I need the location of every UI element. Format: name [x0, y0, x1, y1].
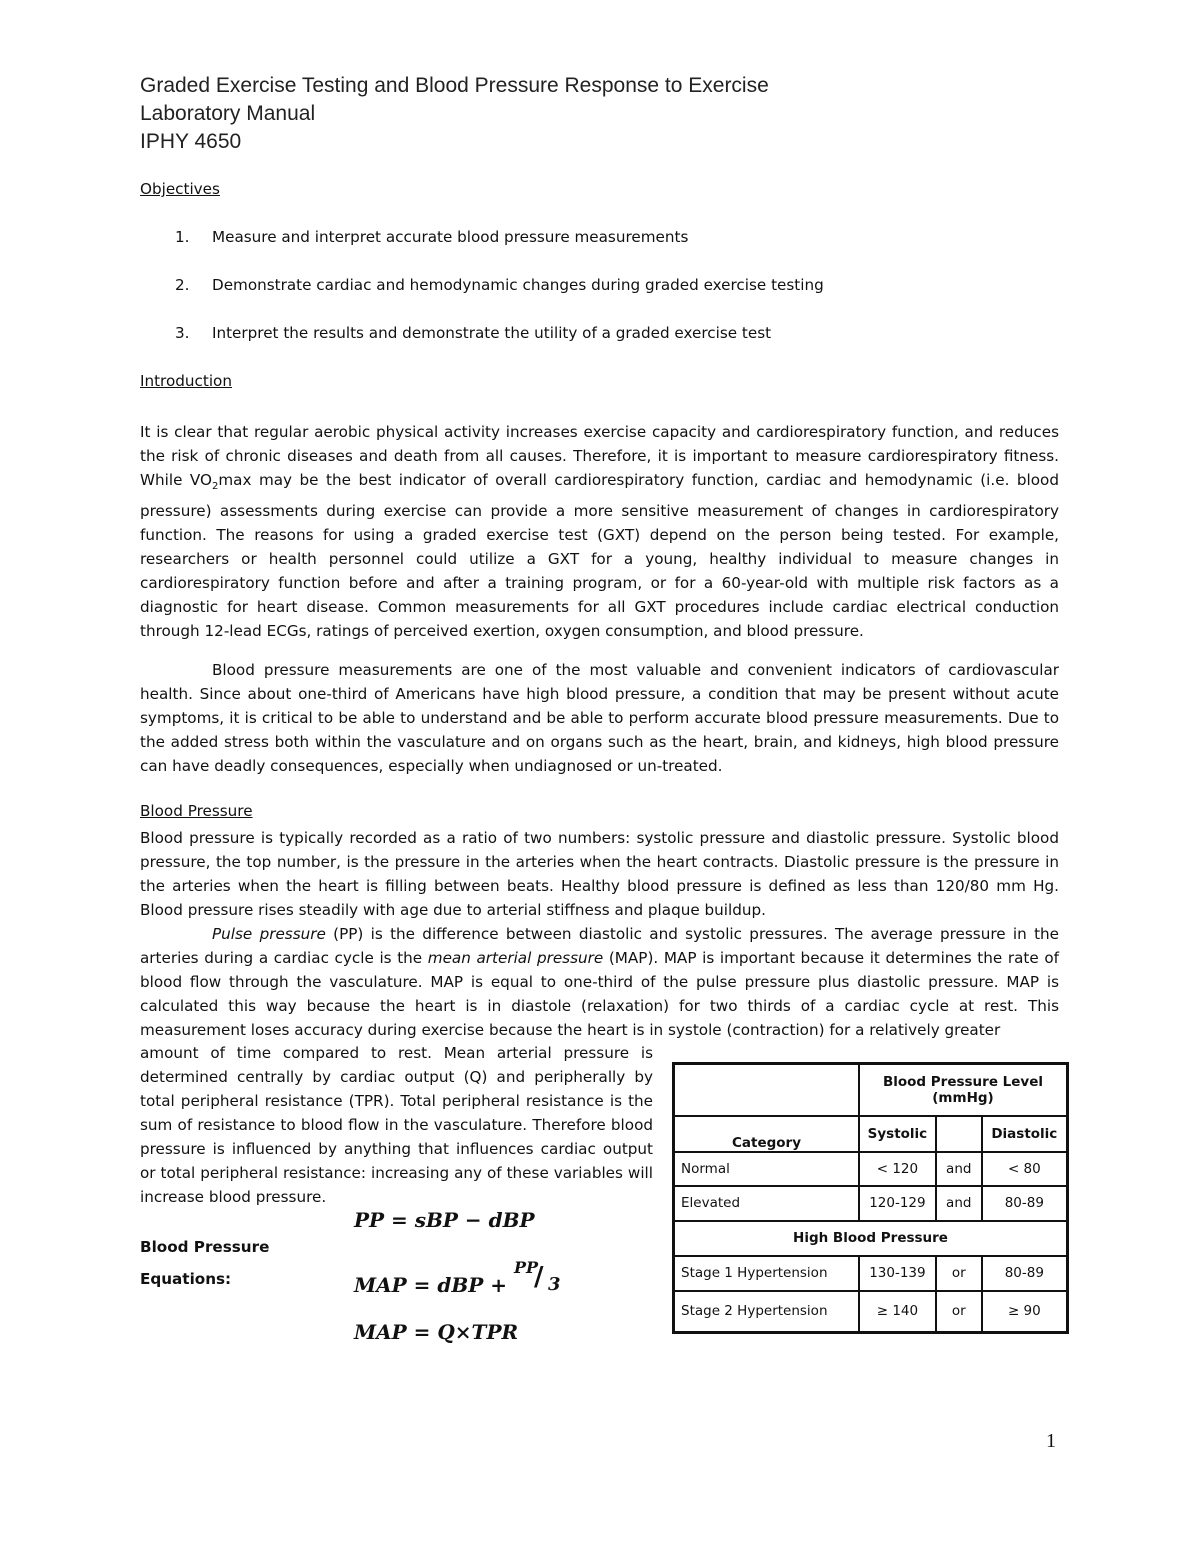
conj-column-header	[936, 1116, 982, 1152]
systolic-cell: < 120	[859, 1152, 936, 1186]
objective-item	[140, 324, 771, 342]
diastolic-cell: < 80	[982, 1152, 1068, 1186]
introduction-heading: Introduction	[140, 372, 232, 390]
table-header-row	[674, 1064, 1068, 1116]
systolic-column-header: Systolic	[859, 1116, 936, 1152]
bp-level-header: Blood Pressure Level (mmHg)	[859, 1064, 1068, 1116]
document-title: Graded Exercise Testing and Blood Pressure Response to Exercise	[140, 74, 769, 97]
category-column-header: Category	[674, 1116, 859, 1152]
bp-text-b: (MAP). MAP is important because it determines the rate of blood flow through the vasculature. MAP is equal to one-third of the pulse pressure plus diastolic pressure. MAP is calculated this way because the heart is in diastole (relaxation) for two thirds of a cardiac cycle at rest. This measurement loses accuracy during exercise because the heart is in systole (contraction) for a relatively greater	[140, 949, 1059, 1039]
conj-cell: or	[936, 1256, 982, 1291]
table-row	[674, 1291, 1068, 1333]
intro-text-a: It is clear that regular aerobic physical activity increases exercise capacity and cardiorespiratory function, and reduces the risk of chronic diseases and death from all causes. Therefore, it is important to measure cardiorespiratory fitness. While VO	[140, 423, 1059, 489]
blood-pressure-table	[672, 1062, 1069, 1334]
objective-number: 2.	[175, 276, 190, 294]
equation-map-left: MAP = dBP +	[354, 1273, 514, 1297]
objective-item	[140, 228, 688, 246]
table-row	[674, 1152, 1068, 1186]
systolic-cell: 130-139	[859, 1256, 936, 1291]
table-row	[674, 1186, 1068, 1221]
diastolic-cell: 80-89	[982, 1186, 1068, 1221]
objective-number: 1.	[175, 228, 190, 246]
table-empty-cell	[674, 1064, 859, 1116]
high-bp-header: High Blood Pressure	[674, 1221, 1068, 1256]
category-cell: Stage 2 Hypertension	[674, 1291, 859, 1333]
diastolic-cell: 80-89	[982, 1256, 1068, 1291]
equations-label-line2: Equations:	[140, 1270, 232, 1288]
objective-text: Measure and interpret accurate blood pressure measurements	[212, 228, 689, 246]
conj-cell: and	[936, 1186, 982, 1221]
diastolic-cell: ≥ 90	[982, 1291, 1068, 1333]
table-column-header-row	[674, 1116, 1068, 1152]
page-number: 1	[1046, 1430, 1056, 1452]
equation-pulse-pressure: PP = sBP − dBP	[354, 1208, 535, 1232]
table-row	[674, 1256, 1068, 1291]
category-cell: Elevated	[674, 1186, 859, 1221]
objectives-heading: Objectives	[140, 180, 220, 198]
equations-label-line1: Blood Pressure	[140, 1238, 270, 1256]
conj-cell: or	[936, 1291, 982, 1333]
objective-text: Interpret the results and demonstrate the utility of a graded exercise test	[212, 324, 772, 342]
introduction-paragraph-1	[140, 420, 1059, 643]
pulse-pressure-term: Pulse pressure	[212, 925, 326, 943]
fraction-denominator: 3	[548, 1274, 561, 1295]
course-code: IPHY 4650	[140, 130, 242, 153]
conj-cell: and	[936, 1152, 982, 1186]
vo2-subscript: 2	[212, 481, 219, 493]
equation-map-q-tpr: MAP = Q×TPR	[354, 1320, 519, 1344]
map-term: mean arterial pressure	[427, 949, 604, 967]
systolic-cell: 120-129	[859, 1186, 936, 1221]
fraction-slash: /	[534, 1262, 544, 1292]
equation-fraction	[514, 1258, 566, 1298]
document-subtitle: Laboratory Manual	[140, 102, 316, 125]
objective-text: Demonstrate cardiac and hemodynamic changes during graded exercise testing	[212, 276, 824, 294]
fraction-numerator: PP	[514, 1258, 539, 1277]
document-header	[140, 72, 769, 156]
objective-item	[140, 276, 824, 294]
diastolic-column-header: Diastolic	[982, 1116, 1068, 1152]
introduction-paragraph-2: Blood pressure measurements are one of the most valuable and convenient indicators of cardiovascular health. Since about one-third of Americans have high blood pressure, a condition that may be present without acute symptoms, it is critical to be able to understand and be able to perform accurate blood pressure measurements. Due to the added stress both within the vasculature and on organs such as the heart, brain, and kidneys, high blood pressure can have deadly consequences, especially when undiagnosed or un-treated.	[140, 661, 1059, 775]
equation-map-pulse	[354, 1258, 566, 1298]
category-cell: Stage 1 Hypertension	[674, 1256, 859, 1291]
blood-pressure-heading: Blood Pressure	[140, 802, 253, 820]
blood-pressure-paragraph-2	[140, 922, 1059, 1042]
blood-pressure-paragraph-3: amount of time compared to rest. Mean arterial pressure is determined centrally by cardiac output (Q) and peripherally by total peripheral resistance (TPR). Total peripheral resistance is the sum of resistance to blood flow in the vasculature. Therefore blood pressure is influenced by anything that influences cardiac output or total peripheral resistance: increasing any of these variables will increase blood pressure.	[140, 1044, 653, 1206]
blood-pressure-paragraph-1: Blood pressure is typically recorded as a ratio of two numbers: systolic pressure and diastolic pressure. Systolic blood pressure, the top number, is the pressure in the arteries when the heart contracts. Diastolic pressure is the pressure in the arteries when the heart is filling between beats. Healthy blood pressure is defined as less than 120/80 mm Hg. Blood pressure rises steadily with age due to arterial stiffness and plaque buildup.	[140, 829, 1059, 919]
objective-number: 3.	[175, 324, 190, 342]
bp-text-a: (PP) is the difference between diastolic and systolic pressures. The average pressure in the arteries during a cardiac cycle is the	[140, 925, 1059, 967]
table-section-row	[674, 1221, 1068, 1256]
intro-text-b: max may be the best indicator of overall cardiorespiratory function, cardiac and hemodynamic (i.e. blood pressure) assessments during exercise can provide a more sensitive measurement of changes in cardiorespiratory function. The reasons for using a graded exercise test (GXT) depend on the person being tested. For example, researchers or health personnel could utilize a GXT for a young, healthy individual to measure changes in cardiorespiratory function before and after a training program, or for a 60-year-old with multiple risk factors as a diagnostic for heart disease. Common measurements for all GXT procedures include cardiac electrical conduction through 12-lead ECGs, ratings of perceived exertion, oxygen consumption, and blood pressure.	[140, 471, 1059, 641]
category-cell: Normal	[674, 1152, 859, 1186]
systolic-cell: ≥ 140	[859, 1291, 936, 1333]
